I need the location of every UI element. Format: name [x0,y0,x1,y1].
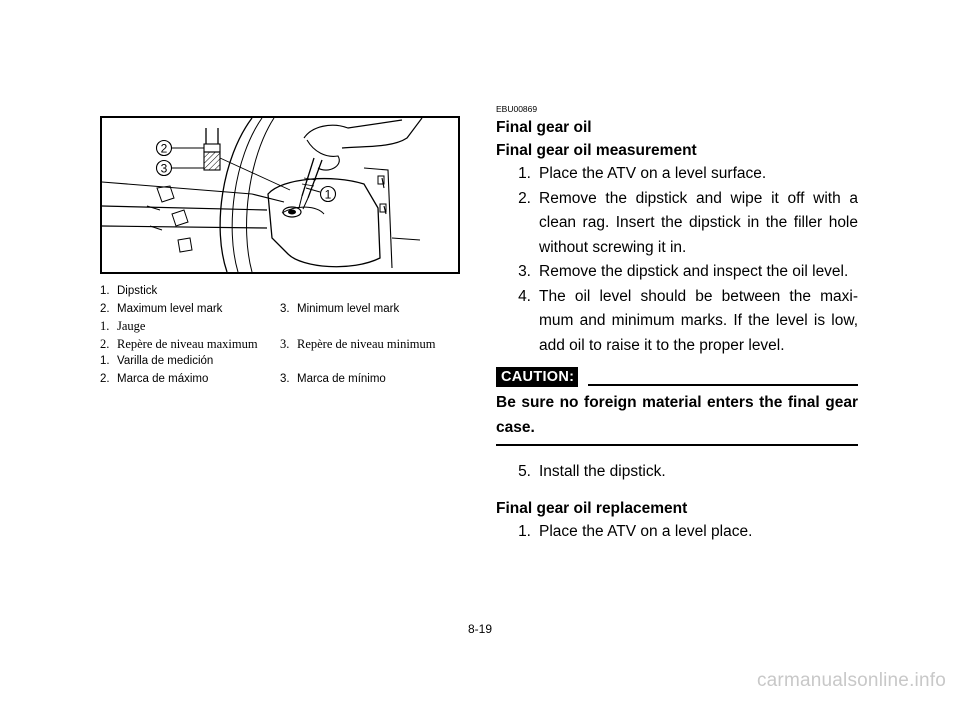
step-number: 2. [518,189,531,207]
caption-number: 2. [100,372,110,385]
page-number: 8-19 [467,622,493,636]
step-number: 4. [518,287,531,305]
caption-es-max: Marca de máximo [117,372,209,385]
step-number: 1. [518,165,531,182]
caption-number: 1. [100,319,110,333]
final-gear-case-drawing [102,118,458,272]
caption-fr-min: Repère de niveau minimum [297,336,436,351]
callout-3-label: 3 [160,161,168,176]
caption-fr-row-1 [100,318,470,336]
step-number: 1. [518,522,531,540]
caption-number: 1. [100,285,110,297]
section-code: EBU00869 [496,104,538,114]
step-text: The oil level should be between the maxi-mum and minimum marks. If the level is low, add oil to raise it to the proper level. [539,287,858,354]
measurement-heading: Final gear oil measurement [496,142,697,159]
caption-number: 2. [100,302,110,315]
list-item [496,260,858,285]
replacement-heading: Final gear oil replacement [496,499,688,517]
caption-es-row-1 [100,353,470,371]
list-item [496,520,858,545]
step-text: Remove the dipstick and inspect the oil level. [539,263,849,280]
caption-fr-dipstick: Jauge [117,319,146,333]
step-text: Place the ATV on a level place. [539,522,753,540]
caption-es-row-2 [100,371,470,389]
step-number: 5. [518,463,531,480]
procedure-column [496,102,858,544]
measurement-steps-continued [496,460,858,485]
callout-1-label: 1 [324,187,332,202]
caution-rule [588,384,858,386]
measurement-steps [496,162,858,358]
step-text: Remove the dipstick and wipe it off with a clean rag. Insert the dipstick in the filler hole without screwing it in. [539,189,858,256]
caption-en-min: Minimum level mark [297,302,400,315]
caption-en-row-1 [100,283,470,301]
caption-number: 2. [100,336,110,351]
caption-number: 3. [280,302,290,315]
caption-en-dipstick: Dipstick [117,285,158,297]
step-number: 3. [518,263,531,280]
replacement-steps [496,520,858,545]
caption-es-min: Marca de mínimo [297,372,386,385]
caption-en-max: Maximum level mark [117,302,223,315]
figure-captions [100,283,470,388]
caption-fr-row-2 [100,336,470,354]
dipstick-illustration [100,116,460,274]
caption-number: 3. [280,372,290,385]
section-title: Final gear oil [496,119,592,136]
step-text: Install the dipstick. [539,463,666,480]
list-item [496,285,858,359]
caution-badge: CAUTION: [496,367,578,387]
list-item [496,187,858,261]
caption-number: 3. [280,336,290,351]
list-item [496,162,858,187]
caption-fr-max: Repère de niveau maximum [117,336,258,351]
caution-header [496,365,858,387]
list-item [496,460,858,485]
caution-text: Be sure no foreign material enters the final gear case. [496,387,858,446]
callout-2-label: 2 [160,141,168,156]
caption-en-row-2 [100,301,470,319]
caption-number: 1. [100,355,110,367]
caption-es-dipstick: Varilla de medición [117,355,214,367]
watermark: carmanualsonline.info [756,670,946,691]
step-text: Place the ATV on a level surface. [539,165,767,182]
